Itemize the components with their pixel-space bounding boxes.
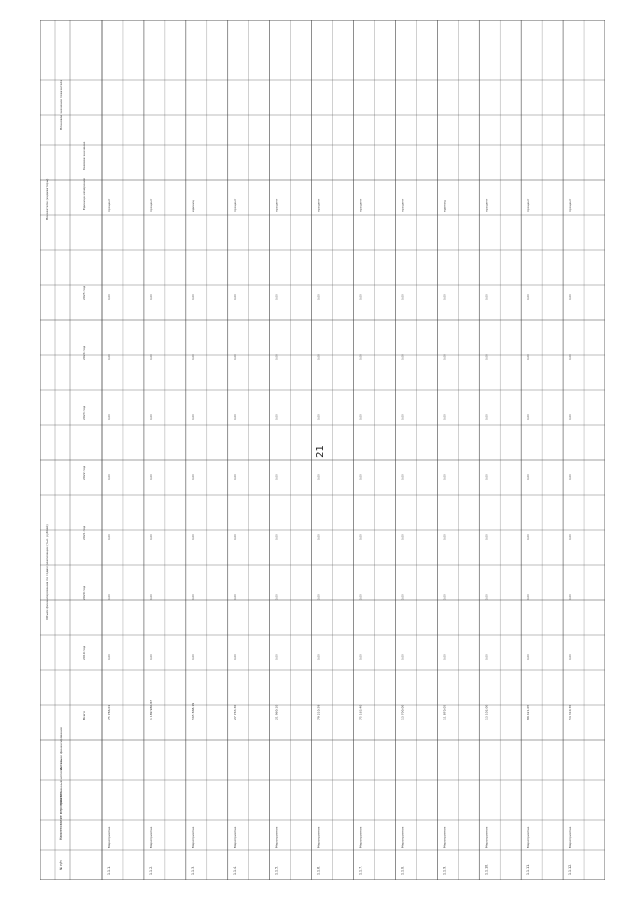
row-0-cell-4: 0,00 — [108, 414, 111, 420]
row-6-cell-6: 0,00 — [359, 294, 363, 300]
row-11-cell-2: 0,00 — [569, 534, 573, 540]
header-base-label: базовое значение — [82, 141, 86, 170]
header-row-number-label: № п/п — [59, 860, 63, 870]
row-total-7: 13 700,00 — [400, 704, 405, 720]
header-finance-label: Объем финансирования по годам реализации (тыс. рублей) — [45, 524, 49, 620]
row-2-cell-1: 0,00 — [191, 594, 195, 600]
row-unit-3: процент — [232, 198, 237, 212]
row-10-cell-6: 0,00 — [527, 294, 531, 300]
row-1-cell-0: 0,00 — [149, 654, 153, 660]
row-unit-5: процент — [316, 198, 321, 212]
row-11-cell-4: 0,00 — [569, 414, 573, 420]
row-4-cell-6: 0,00 — [275, 294, 279, 300]
row-3-cell-4: 0,00 — [233, 414, 237, 420]
row-total-8: 11 870,05 — [442, 704, 447, 720]
row-7-cell-1: 0,00 — [401, 594, 405, 600]
row-8-cell-5: 0,00 — [443, 354, 447, 360]
row-number-3: 1.1.4. — [232, 865, 237, 875]
header-executor-label: Ответственный исполнитель — [59, 758, 63, 805]
row-name-6: Мероприятие — [358, 826, 363, 848]
row-7-cell-3: 0,00 — [401, 474, 405, 480]
row-2-cell-0: 0,00 — [191, 654, 195, 660]
header-year-2: 2021 год — [82, 525, 86, 540]
row-0-cell-2: 0,00 — [108, 534, 111, 540]
row-3-cell-6: 0,00 — [233, 294, 237, 300]
row-5-cell-3: 0,00 — [317, 474, 321, 480]
row-9-cell-6: 0,00 — [485, 294, 489, 300]
row-10-cell-4: 0,00 — [527, 414, 531, 420]
row-9-cell-5: 0,00 — [485, 354, 489, 360]
row-2-cell-5: 0,00 — [191, 354, 195, 360]
rotated-data-table — [40, 20, 605, 880]
row-3-cell-0: 0,00 — [233, 654, 237, 660]
row-4-cell-5: 0,00 — [275, 354, 279, 360]
header-year-1: 2020 год — [82, 585, 86, 600]
row-number-7: 1.1.8. — [400, 865, 405, 875]
row-5-cell-5: 0,00 — [317, 354, 321, 360]
row-6-cell-0: 0,00 — [359, 654, 363, 660]
row-name-9: Мероприятие — [484, 826, 489, 848]
row-7-cell-0: 0,00 — [401, 654, 405, 660]
row-3-cell-5: 0,00 — [233, 354, 237, 360]
row-11-cell-0: 0,00 — [569, 654, 573, 660]
row-10-cell-1: 0,00 — [527, 594, 531, 600]
row-number-0: 1.1.1. — [107, 865, 111, 875]
row-number-10: 1.1.11. — [526, 863, 531, 875]
header-plan-label: Плановое значение показателя — [59, 79, 63, 130]
row-8-cell-2: 0,00 — [443, 534, 447, 540]
row-3-cell-1: 0,00 — [233, 594, 237, 600]
row-2-cell-4: 0,00 — [191, 414, 195, 420]
row-9-cell-2: 0,00 — [485, 534, 489, 540]
row-9-cell-4: 0,00 — [485, 414, 489, 420]
header-indicator-label: Показатели (индикаторы) — [45, 178, 49, 220]
row-9-cell-1: 0,00 — [485, 594, 489, 600]
row-1-cell-6: 0,00 — [149, 294, 153, 300]
row-3-cell-2: 0,00 — [233, 534, 237, 540]
row-number-8: 1.1.9. — [442, 865, 447, 875]
row-1-cell-4: 0,00 — [149, 414, 153, 420]
row-1-cell-2: 0,00 — [149, 534, 153, 540]
row-name-7: Мероприятие — [400, 826, 405, 848]
row-8-cell-3: 0,00 — [443, 474, 447, 480]
header-name-label: Наименование мероприятия — [59, 791, 63, 840]
header-total-label: Всего — [82, 711, 86, 720]
row-0-cell-0: 0,00 — [108, 654, 111, 660]
row-unit-11: процент — [568, 198, 573, 212]
row-6-cell-3: 0,00 — [359, 474, 363, 480]
row-4-cell-1: 0,00 — [275, 594, 279, 600]
row-7-cell-5: 0,00 — [401, 354, 405, 360]
row-unit-10: процент — [526, 198, 531, 212]
row-4-cell-4: 0,00 — [275, 414, 279, 420]
row-unit-8: единиц — [442, 200, 447, 212]
row-8-cell-1: 0,00 — [443, 594, 447, 600]
row-name-3: Мероприятие — [232, 826, 237, 848]
row-6-cell-4: 0,00 — [359, 414, 363, 420]
row-5-cell-4: 0,00 — [317, 414, 321, 420]
row-total-1: 1 189 980,87 — [148, 699, 153, 720]
header-year-0: 2019 год — [82, 645, 86, 660]
row-name-8: Мероприятие — [442, 826, 447, 848]
row-number-9: 1.1.10. — [484, 863, 489, 875]
row-7-cell-6: 0,00 — [401, 294, 405, 300]
row-4-cell-3: 0,00 — [275, 474, 279, 480]
row-3-cell-3: 0,00 — [233, 474, 237, 480]
row-5-cell-2: 0,00 — [317, 534, 321, 540]
row-unit-4: процент — [274, 198, 279, 212]
header-source-label: Источник финансирования — [59, 727, 63, 770]
row-5-cell-1: 0,00 — [317, 594, 321, 600]
row-total-0: 75 786,01 — [107, 704, 111, 720]
row-0-cell-1: 0,00 — [108, 594, 111, 600]
row-unit-0: процент — [107, 198, 111, 212]
row-8-cell-4: 0,00 — [443, 414, 447, 420]
row-1-cell-1: 0,00 — [149, 594, 153, 600]
row-number-6: 1.1.7. — [358, 865, 363, 875]
row-10-cell-2: 0,00 — [527, 534, 531, 540]
row-7-cell-4: 0,00 — [401, 414, 405, 420]
row-10-cell-0: 0,00 — [527, 654, 531, 660]
row-4-cell-2: 0,00 — [275, 534, 279, 540]
row-name-0: Мероприятие — [107, 826, 111, 848]
row-name-5: Мероприятие — [316, 826, 321, 848]
row-6-cell-2: 0,00 — [359, 534, 363, 540]
row-unit-7: процент — [400, 198, 405, 212]
row-total-10: 89 421,05 — [526, 704, 531, 720]
row-total-5: 79 210,59 — [316, 704, 321, 720]
row-4-cell-0: 0,00 — [275, 654, 279, 660]
row-10-cell-5: 0,00 — [527, 354, 531, 360]
row-name-1: Мероприятие — [148, 826, 153, 848]
row-total-4: 21 960,10 — [274, 704, 279, 720]
row-number-1: 1.1.2. — [148, 865, 153, 875]
header-unit-label: Единица измерения — [82, 178, 86, 210]
row-name-2: Мероприятие — [190, 826, 195, 848]
row-total-3: 27 763,30 — [232, 704, 237, 720]
row-0-cell-6: 0,00 — [108, 294, 111, 300]
row-9-cell-0: 0,00 — [485, 654, 489, 660]
row-2-cell-3: 0,00 — [191, 474, 195, 480]
row-7-cell-2: 0,00 — [401, 534, 405, 540]
row-name-10: Мероприятие — [526, 826, 531, 848]
row-10-cell-3: 0,00 — [527, 474, 531, 480]
row-number-5: 1.1.6. — [316, 865, 321, 875]
row-5-cell-0: 0,00 — [317, 654, 321, 660]
row-unit-6: процент — [358, 198, 363, 212]
row-0-cell-5: 0,00 — [108, 354, 111, 360]
row-unit-1: процент — [148, 198, 153, 212]
row-number-4: 1.1.5. — [274, 865, 279, 875]
row-name-4: Мероприятие — [274, 826, 279, 848]
row-number-2: 1.1.3. — [190, 865, 195, 875]
header-year-6: 2025 год — [82, 285, 86, 300]
row-6-cell-1: 0,00 — [359, 594, 363, 600]
row-number-11: 1.1.12. — [568, 863, 573, 875]
row-name-11: Мероприятие — [568, 826, 573, 848]
row-8-cell-6: 0,00 — [443, 294, 447, 300]
row-0-cell-3: 0,00 — [108, 474, 111, 480]
header-year-5: 2024 год — [82, 345, 86, 360]
row-unit-9: процент — [484, 198, 489, 212]
row-total-6: 75 163,40 — [358, 704, 363, 720]
row-1-cell-3: 0,00 — [149, 474, 153, 480]
row-total-9: 13 102,00 — [484, 704, 489, 720]
header-year-3: 2022 год — [82, 465, 86, 480]
row-1-cell-5: 0,00 — [149, 354, 153, 360]
row-11-cell-6: 0,00 — [569, 294, 573, 300]
row-2-cell-2: 0,00 — [191, 534, 195, 540]
header-year-4: 2023 год — [82, 405, 86, 420]
row-11-cell-3: 0,00 — [569, 474, 573, 480]
row-11-cell-5: 0,00 — [569, 354, 573, 360]
row-unit-2: единиц — [190, 200, 195, 212]
row-11-cell-1: 0,00 — [569, 594, 573, 600]
row-6-cell-5: 0,00 — [359, 354, 363, 360]
row-9-cell-3: 0,00 — [485, 474, 489, 480]
row-5-cell-6: 0,00 — [317, 294, 321, 300]
row-8-cell-0: 0,00 — [443, 654, 447, 660]
row-2-cell-6: 0,00 — [191, 294, 195, 300]
row-total-11: 54 310,70 — [568, 704, 573, 720]
page-number: 21 — [314, 445, 326, 458]
row-total-2: 565 868,19 — [190, 702, 195, 720]
